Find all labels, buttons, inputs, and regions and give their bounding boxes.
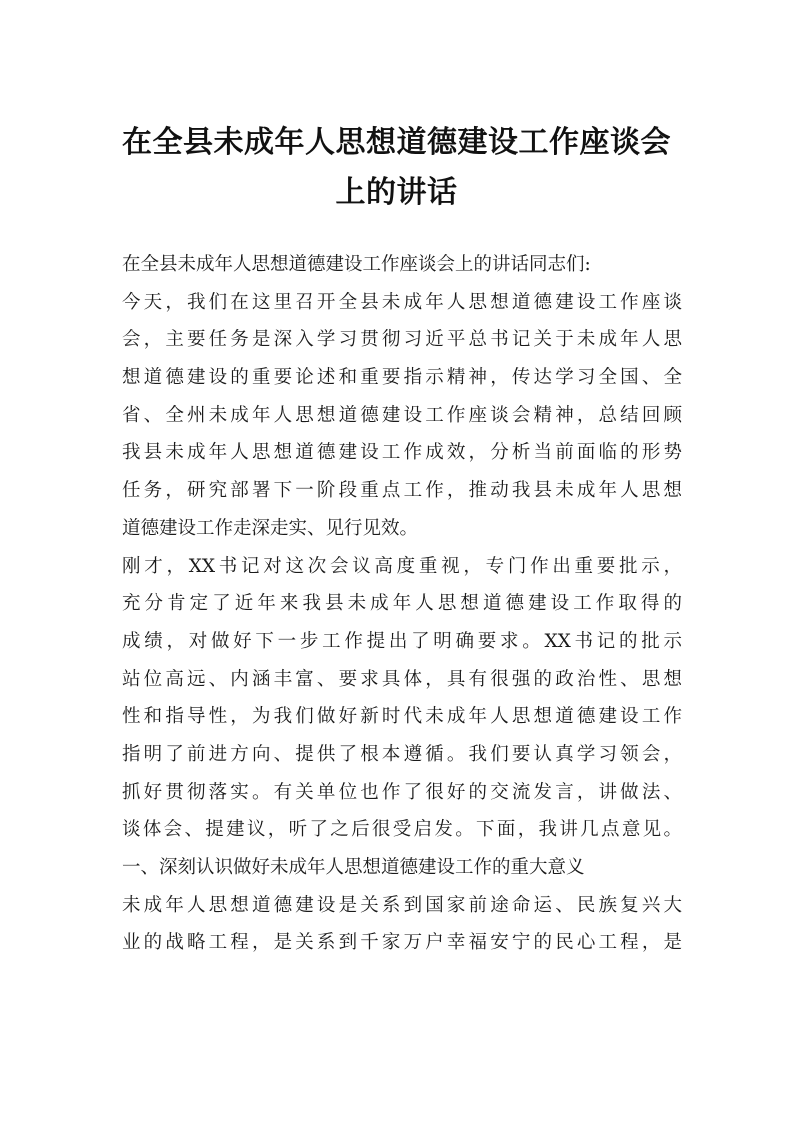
body-line: 在全县未成年人思想道德建设工作座谈会上的讲话同志们: [122, 254, 591, 275]
body-line: 业的战略工程，是关系到千家万户幸福安宁的民心工程，是 [122, 932, 682, 954]
body-line: 指明了前进方向、提供了根本遵循。我们要认真学习领会， [122, 743, 682, 765]
body-line: 站位高远、内涵丰富、要求具体，具有很强的政治性、思想 [122, 668, 682, 690]
body-line: 抓好贯彻落实。有关单位也作了很好的交流发言，讲做法、 [122, 781, 682, 803]
body-line: 今天，我们在这里召开全县未成年人思想道德建设工作座谈 [122, 291, 682, 313]
document-title-line-1: 在全县未成年人思想道德建设工作座谈会 [122, 125, 671, 160]
section-heading: 一、深刻认识做好未成年人思想道德建设工作的重大意义 [122, 857, 585, 878]
body-line: 未成年人思想道德建设是关系到国家前途命运、民族复兴大 [122, 894, 682, 916]
body-line: 刚才，XX书记对这次会议高度重视，专门作出重要批示， [122, 555, 682, 577]
body-line: 道德建设工作走深走实、见行见效。 [122, 517, 419, 539]
body-line: 谈体会、提建议，听了之后很受启发。下面，我讲几点意见。 [122, 819, 682, 841]
document-title-line-2: 上的讲话 [335, 175, 458, 210]
body-line: 性和指导性，为我们做好新时代未成年人思想道德建设工作 [122, 706, 682, 728]
body-line: 想道德建设的重要论述和重要指示精神，传达学习全国、全 [122, 367, 682, 389]
body-line: 会，主要任务是深入学习贯彻习近平总书记关于未成年人思 [122, 329, 682, 351]
document-body [122, 246, 682, 962]
body-line: 充分肯定了近年来我县未成年人思想道德建设工作取得的 [122, 593, 682, 615]
body-line: 成绩，对做好下一步工作提出了明确要求。XX书记的批示 [122, 630, 682, 652]
body-line: 任务，研究部署下一阶段重点工作，推动我县未成年人思想 [122, 480, 682, 502]
body-line: 省、全州未成年人思想道德建设工作座谈会精神，总结回顾 [122, 404, 682, 426]
body-line: 我县未成年人思想道德建设工作成效，分析当前面临的形势 [122, 442, 682, 464]
